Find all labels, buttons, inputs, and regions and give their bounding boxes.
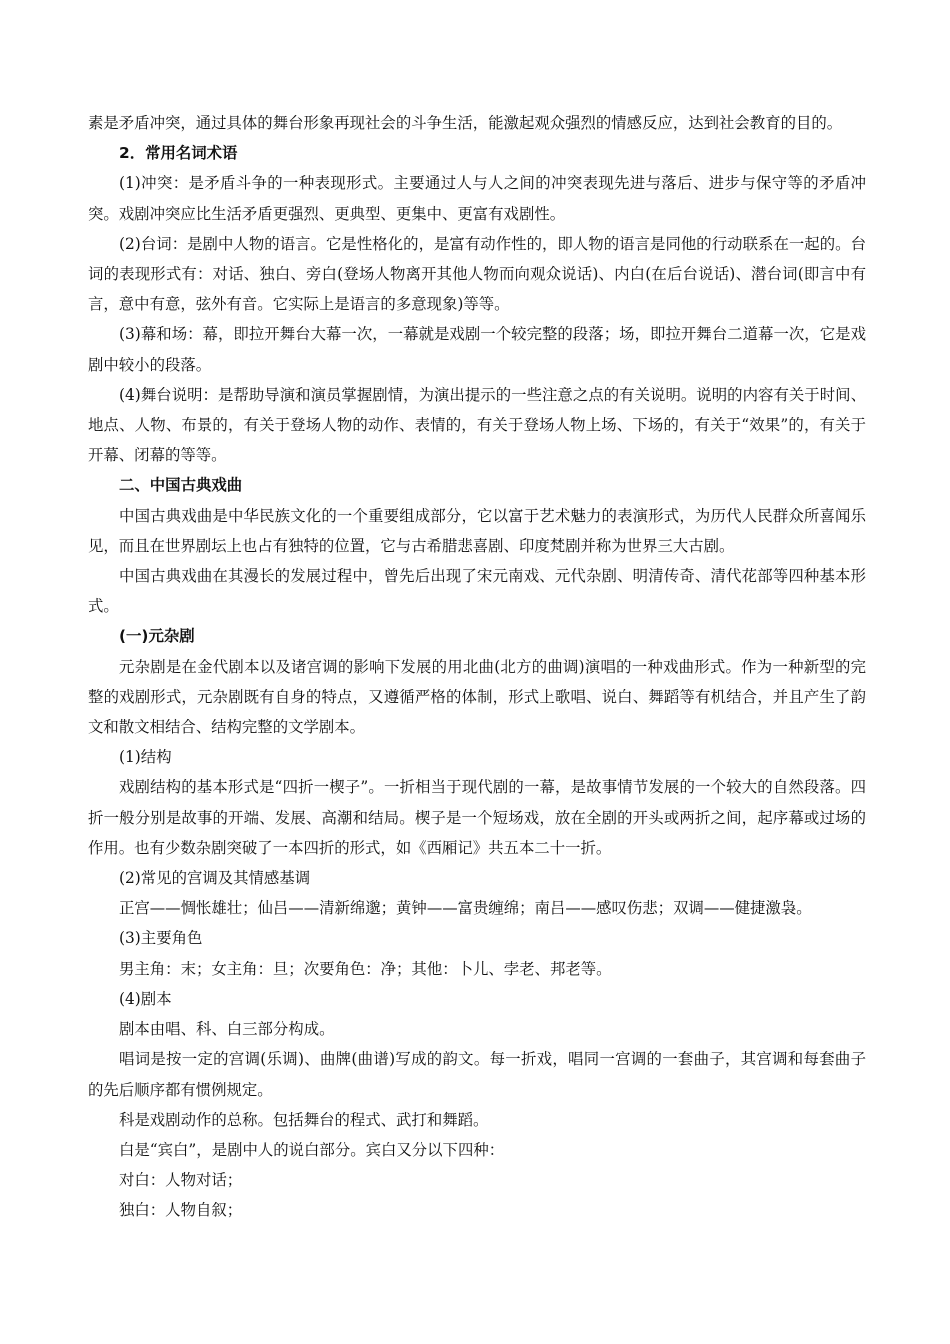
paragraph-opera-intro: 中国古典戏曲是中华民族文化的一个重要组成部分，它以富于艺术魅力的表演形式，为历代人民群众所喜闻乐见，而且在世界剧坛上也占有独特的位置，它与古希腊悲喜剧、印度梵剧并称为世界三大古剧。 — [88, 506, 866, 555]
paragraph-acts-scenes: (3)幕和场：幕，即拉开舞台大幕一次，一幕就是戏剧一个较完整的段落；场，即拉开舞台二道幕一次，它是戏剧中较小的段落。 — [88, 325, 866, 374]
subheading-structure: (1)结构 — [119, 748, 172, 767]
subheading-modes: (2)常见的宫调及其情感基调 — [119, 869, 311, 888]
heading-classical-opera: 二、中国古典戏曲 — [119, 476, 243, 495]
paragraph-roles: 男主角：末；女主角：旦；次要角色：净；其他：卜儿、孛老、邦老等。 — [119, 959, 612, 978]
paragraph-lines: (2)台词：是剧中人物的语言。它是性格化的，是富有动作性的，即人物的语言是同他的行动联系在一起的。台词的表现形式有：对话、独白、旁白(登场人物离开其他人物而向观众说话)、内白(在后台说话)、潜台词(即言中有言，意中有意，弦外有音。它实际上是语言的多意现象)等等。 — [88, 234, 866, 314]
paragraph-script-parts: 剧本由唱、科、白三部分构成。 — [119, 1020, 335, 1039]
paragraph-modes: 正宫——惆怅雄壮；仙吕——清新绵邈；黄钟——富贵缠绵；南吕——感叹伤悲；双调——健捷激袅。 — [119, 899, 812, 918]
paragraph-drama-elements-tail: 素是矛盾冲突，通过具体的舞台形象再现社会的斗争生活，能激起观众强烈的情感反应，达到社会教育的目的。 — [88, 114, 843, 132]
paragraph-conflict: (1)冲突：是矛盾斗争的一种表现形式。主要通过人与人之间的冲突表现先进与落后、进步与保守等的矛盾冲突。戏剧冲突应比生活矛盾更强烈、更典型、更集中、更富有戏剧性。 — [88, 174, 866, 223]
paragraph-yuan-zaju: 元杂剧是在金代剧本以及诸宫调的影响下发展的用北曲(北方的曲调)演唱的一种戏曲形式。作为一种新型的完整的戏剧形式，元杂剧既有自身的特点，又遵循严格的体制，形式上歌唱、说白、舞蹈等有机结合，并且产生了韵文和散文相结合、结构完整的文学剧本。 — [88, 657, 866, 737]
paragraph-monologue: 独白：人物自叙； — [119, 1201, 243, 1220]
paragraph-lyrics: 唱词是按一定的宫调(乐调)、曲牌(曲谱)写成的韵文。每一折戏，唱同一宫调的一套曲子，其宫调和每套曲子的先后顺序都有惯例规定。 — [88, 1050, 866, 1099]
paragraph-opera-forms: 中国古典戏曲在其漫长的发展过程中，曾先后出现了宋元南戏、元代杂剧、明清传奇、清代花部等四种基本形式。 — [88, 567, 866, 616]
paragraph-structure: 戏剧结构的基本形式是“四折一楔子”。一折相当于现代剧的一幕，是故事情节发展的一个较大的自然段落。四折一般分别是故事的开端、发展、高潮和结局。楔子是一个短场戏，放在全剧的开头或两折之间，起序幕或过场的作用。也有少数杂剧突破了一本四折的形式，如《西厢记》共五本二十一折。 — [88, 778, 866, 857]
document-page — [88, 108, 866, 1226]
paragraph-binbai: 白是“宾白”，是剧中人的说白部分。宾白又分以下四种： — [119, 1140, 505, 1159]
paragraph-dialogue: 对白：人物对话； — [119, 1171, 243, 1190]
paragraph-ke: 科是戏剧动作的总称。包括舞台的程式、武打和舞蹈。 — [119, 1110, 489, 1129]
heading-yuan-zaju: (一)元杂剧 — [119, 627, 195, 646]
subheading-script: (4)剧本 — [119, 989, 172, 1008]
heading-common-terms: 2．常用名词术语 — [119, 144, 238, 163]
subheading-roles: (3)主要角色 — [119, 929, 203, 948]
paragraph-stage-directions: (4)舞台说明：是帮助导演和演员掌握剧情，为演出提示的一些注意之点的有关说明。说明的内容有关于时间、地点、人物、布景的，有关于登场人物的动作、表情的，有关于登场人物上场、下场的，有关于“效果”的，有关于开幕、闭幕的等等。 — [88, 385, 866, 465]
